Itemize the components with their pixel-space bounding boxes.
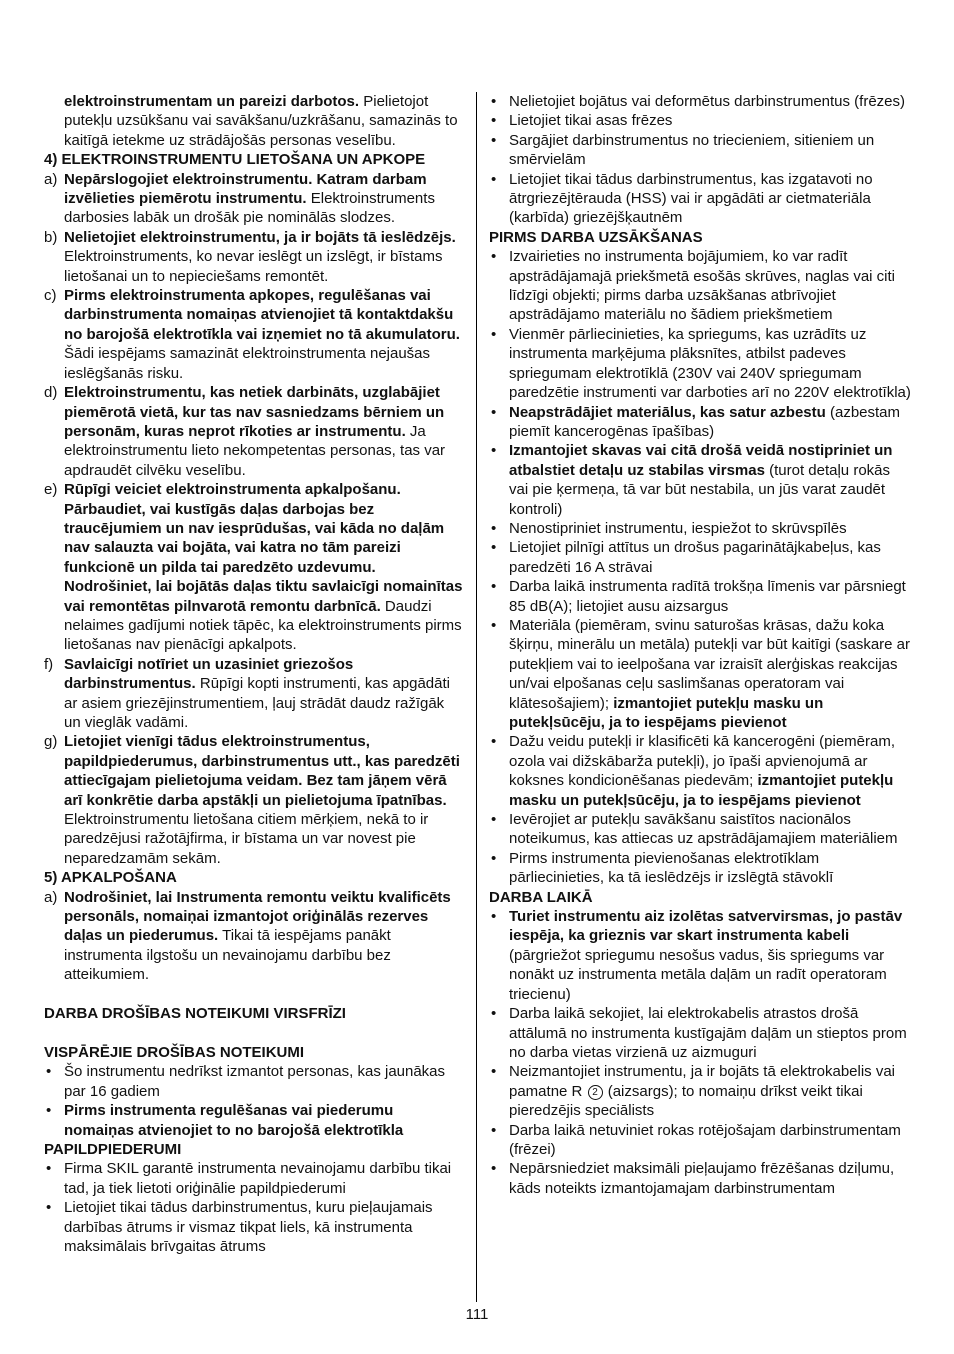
bullet-item: • Nenostipriniet instrumentu, iespiežot to skrūvspīlēs	[491, 519, 847, 537]
rule-4b: b) Nelietojiet elektroinstrumentu, ja ir bojāts tā ieslēdzējs. Elektroinstruments, ko nevar ieslēgt un izslēgt, ir bīstams lietošanai un to nepieciešams remontēt.	[44, 228, 456, 285]
bullet-item: • Firma SKIL garantē instrumenta nevainojamu darbību tikai tad, ja tiek lietoti oriģinālie papildpiederumi	[46, 1160, 452, 1197]
paragraph-dust-extraction: elektroinstrumentam un pareizi darbotos. Pielietojot putekļu uzsūkšanu vai savākšanu/uzkrāšanu, samazinās to kaitīgā ietekme uz strādājošās personas veselību.	[64, 93, 458, 149]
bullet-icon: •	[491, 578, 497, 596]
bullet-item: • Sargājiet darbinstrumentus no triecieniem, sitieniem un smērvielām	[491, 131, 875, 169]
bullet-icon: •	[491, 442, 497, 460]
bullet-item: • Dažu veidu putekļi ir klasificēti kā kancerogēni (piemēram, ozola vai dižskābarža putekļi), jo īpaši apvienojumā ar koksnes kondicionēšanas piedevām; izmantojiet putekļu masku un putekļsūcēju, ja to iespējams pievienot	[491, 733, 896, 809]
bullet-item: • Neizmantojiet instrumentu, ja ir bojāts tā elektrokabelis vai pamatne R 2 (aizsargs); to nomaiņu drīkst veikt tikai pieredzējis speciālists	[491, 1063, 896, 1120]
bullet-item: • Pirms instrumenta regulēšanas vai piederumu nomaiņas atvienojiet to no barojošā elektrotīkla	[46, 1102, 404, 1139]
bullet-item: • Darba laikā instrumenta radītā trokšņa līmenis var pārsniegt 85 dB(A); lietojiet ausu aizsargus	[491, 578, 906, 615]
bullet-icon: •	[491, 325, 497, 343]
right-column	[489, 92, 913, 1198]
bullet-item: • Izmantojiet skavas vai citā drošā veidā nostipriniet un atbalstiet detaļu uz stabilas virsmas (turot detaļu rokās vai pie ķermeņa, tā var būt nestabila, un jūs varat zaudēt kontroli)	[491, 442, 893, 518]
heading-tool-use-and-care: 4) ELEKTROINSTRUMENTU LIETOŠANA UN APKOPE	[44, 151, 426, 169]
bullet-icon: •	[491, 93, 497, 110]
bullet-item: • Turiet instrumentu aiz izolētas satvervirsmas, jo pastāv iespēja, ka grieznis var skart instrumenta kabeli (pārgriežot spriegumu nesošus vadus, šis spriegums var nonākt uz instrumenta metāla daļām un radīt operatoram triecienu)	[491, 908, 903, 1003]
bullet-item: • Nelietojiet bojātus vai deformētus darbinstrumentus (frēzes)	[491, 93, 906, 110]
heading-general-safety: VISPĀRĒJIE DROŠĪBAS NOTEIKUMI	[44, 1043, 305, 1061]
bullet-item: • Nepārsniedziet maksimāli pieļaujamo frēzēšanas dziļumu, kāds noteikts izmantojamajam darbinstrumentam	[491, 1160, 895, 1197]
bullet-icon: •	[46, 1102, 52, 1120]
bullet-item: • Lietojiet tikai tādus darbinstrumentus, kuru pieļaujamais darbības ātrums ir vismaz tikpat liels, kā instrumenta maksimālais brīvgaitas ātrums	[46, 1199, 433, 1255]
heading-router-safety: DARBA DROŠĪBAS NOTEIKUMI VIRSFRĪZI	[44, 1005, 346, 1023]
bullet-icon: •	[491, 1005, 497, 1023]
bullet-item: • Izvairieties no instrumenta bojājumiem, ko var radīt apstrādājamajā priekšmetā esošās skrūves, naglas vai citi līdzīgi objekti; pirms darba uzsākšanas atbrīvojiet apstrādājamo materiālu no šādiem priekšmetiem	[491, 248, 896, 324]
bullet-item: • Lietojiet pilnīgi attītus un drošus pagarinātājkabeļus, kas paredzēti 16 A strāvai	[491, 539, 881, 576]
rule-4g: g) Lietojiet vienīgi tādus elektroinstrumentus, papildpiederumus, darbinstrumentus utt., kas paredzēti attiecīgajam pielietojuma veidam. Bez tam jāņem vērā arī konkrētie darba apstākļi un pielietojuma īpatnības. Elektroinstrumentu lietošana citiem mērķiem, nekā to ir paredzējusi ražotājfirma, ir bīstama un var novest pie neparedzamām sekām.	[44, 733, 460, 867]
bullet-icon: •	[491, 170, 497, 188]
bullet-item: • Materiāla (piemēram, svinu saturošas krāsas, dažu koka šķirņu, minerālu un metāla) putekļi var būt kaitīgi (saskare ar putekļiem vai to ieelpošana var izraisīt alerģiskas reakcijas un/vai elpošanas ceļu saslimšanas operatoram vai klātesošajiem); izmantojiet putekļu masku un putekļsūcēju, ja to iespējams pievienot	[491, 616, 911, 731]
bullet-item: • Vienmēr pārliecinieties, ka spriegums, kas uzrādīts uz instrumenta marķējuma plāksnītes, atbilst padeves spriegumam elektrotīklā (230V vai 240V spriegumam paredzētie instrumenti var darboties arī no 220V elektrotīkla)	[491, 325, 911, 402]
column-divider	[476, 92, 477, 1302]
rule-4a: a) Nepārslogojiet elektroinstrumentu. Katram darbam izvēlieties piemērotu instrumentu. Elektroinstruments darbosies labāk un drošāk pie nominālās slodzes.	[44, 170, 435, 227]
page-number: 111	[465, 1306, 489, 1323]
bullet-icon: •	[46, 1199, 52, 1217]
spacer	[44, 1023, 464, 1042]
bullet-item: • Šo instrumentu nedrīkst izmantot personas, kas jaunākas par 16 gadiem	[46, 1063, 446, 1100]
bullet-icon: •	[491, 1063, 497, 1081]
bullet-item: • Lietojiet tikai tādus darbinstrumentus, kas izgatavoti no ātrgriezējtērauda (HSS) vai ir apgādāti ar cietmateriāla (karbīda) griezējšķautnēm	[491, 170, 873, 227]
heading-accessories: PAPILDPIEDERUMI	[44, 1140, 182, 1158]
left-column	[44, 92, 464, 1256]
bullet-item: • Pirms instrumenta pievienošanas elektrotīklam pārliecinieties, ka tā ieslēdzējs ir izslēgtā stāvoklī	[491, 849, 834, 887]
bullet-item: • Neapstrādājiet materiālus, kas satur azbestu (azbestam piemīt kancerogēnas īpašības)	[491, 403, 901, 440]
rule-5a: a) Nodrošiniet, lai Instrumenta remontu veiktu kvalificēts personāls, nomaiņai izmantojot oriģinālās rezerves daļas un piederumus. Tikai tā iespējams panākt instrumenta ilgstošu un nevainojamu darbību bez atteikumiem.	[44, 888, 451, 984]
bullet-icon: •	[46, 1160, 52, 1178]
bullet-item: • Lietojiet tikai asas frēzes	[491, 112, 673, 130]
bullet-icon: •	[46, 1063, 52, 1081]
bullet-item: • Ievērojiet ar putekļu savākšanu saistītos nacionālos noteikumus, kas attiecas uz apstrādājamajiem materiāliem	[491, 811, 898, 848]
bullet-icon: •	[491, 519, 497, 537]
rule-4f: f) Savlaicīgi notīriet un uzasiniet griezošos darbinstrumentus. Rūpīgi kopti instrumenti, kas apgādāti ar asiem griezējinstrumentiem, ļauj strādāt daudz ražīgāk un vieglāk vadāmi.	[44, 655, 450, 731]
bullet-icon: •	[491, 539, 497, 557]
spacer	[44, 985, 464, 1004]
bullet-item: • Darba laikā netuviniet rokas rotējošajam darbinstrumentam (frēzei)	[491, 1121, 901, 1158]
bullet-icon: •	[491, 849, 497, 867]
bullet-icon: •	[491, 131, 497, 149]
heading-service: 5) APKALPOŠANA	[44, 869, 177, 887]
bullet-icon: •	[491, 908, 497, 926]
rule-4e: e) Rūpīgi veiciet elektroinstrumenta apkalpošanu. Pārbaudiet, vai kustīgās daļas darbojas bez traucējumiem un nav iesprūdušas, vai kāda no daļām nav salauzta vai bojāta, vai katra no tām pareizi funkcionē un pilda tai paredzēto uzdevumu. Nodrošiniet, lai bojātās daļas tiktu savlaicīgi nomainītas vai remontētas pilnvarotā remontu darbnīcā. Daudzi nelaimes gadījumi notiek tāpēc, ka elektroinstruments pirms lietošanas nav pienācīgi apkalpots.	[44, 481, 463, 654]
heading-before-use: PIRMS DARBA UZSĀKŠANAS	[489, 228, 703, 246]
rule-4c: c) Pirms elektroinstrumenta apkopes, regulēšanas vai darbinstrumenta nomaiņas atvienojiet tā kontaktdakšu no barojošā elektrotīkla vai izņemiet no tā akumulatoru. Šādi iespējams samazināt elektroinstrumenta nejaušas ieslēgšanās risku.	[44, 287, 460, 382]
bullet-item: • Darba laikā sekojiet, lai elektrokabelis atrastos drošā attālumā no instrumenta kustīgajām daļām un stieptos prom no darba vietas virzienā uz aizmuguri	[491, 1005, 907, 1061]
circled-number-icon: 2	[588, 1085, 603, 1100]
bullet-icon: •	[491, 1160, 497, 1178]
bullet-icon: •	[491, 733, 497, 751]
bullet-icon: •	[491, 616, 497, 634]
rule-4d: d) Elektroinstrumentu, kas netiek darbināts, uzglabājiet piemērotā vietā, kur tas nav sasniedzams bērniem un personām, kuras neprot rīkoties ar instrumentu. Ja elektroinstrumentu lieto nekompetentas personas, tas var apdraudēt cilvēku veselību.	[44, 384, 446, 479]
bullet-icon: •	[491, 811, 497, 829]
bullet-icon: •	[491, 1121, 497, 1139]
bullet-icon: •	[491, 403, 497, 421]
heading-during-use: DARBA LAIKĀ	[489, 888, 593, 906]
bullet-icon: •	[491, 112, 497, 130]
bullet-icon: •	[491, 248, 497, 266]
